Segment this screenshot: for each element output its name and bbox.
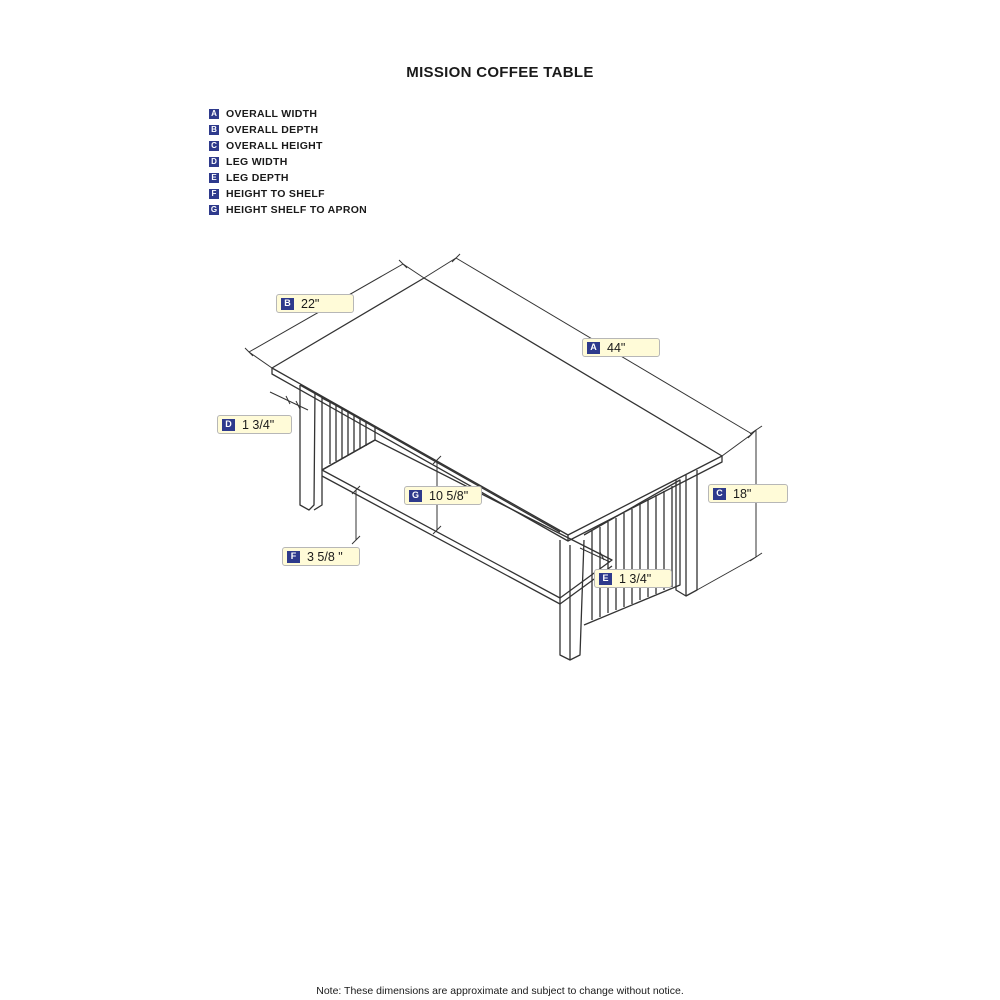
dimension-tag-e	[594, 569, 672, 588]
legend-label: OVERALL DEPTH	[226, 124, 319, 136]
back-right-leg	[676, 470, 697, 596]
dimension-tag-f	[282, 547, 360, 566]
dimension-key-badge: G	[409, 490, 422, 502]
dimension-value: 44"	[607, 340, 626, 355]
dimension-key-badge: D	[222, 419, 235, 431]
dimension-key-badge: A	[587, 342, 600, 354]
dimension-key-badge: F	[287, 551, 300, 563]
legend-key-badge: G	[210, 205, 218, 214]
dimension-tag-c	[708, 484, 788, 503]
dimension-value: 10 5/8"	[429, 488, 469, 503]
diagram-title: MISSION COFFEE TABLE	[406, 64, 594, 81]
legend-key-badge: C	[209, 141, 219, 151]
dimension-tag-d	[217, 415, 292, 434]
dimension-key-badge: C	[713, 488, 726, 500]
legend-key-badge: A	[209, 109, 219, 119]
legend-label: OVERALL WIDTH	[226, 108, 318, 120]
legend-key-badge: B	[209, 125, 219, 135]
legend-key-badge: D	[209, 157, 219, 167]
dimension-key-badge: B	[281, 298, 294, 310]
legend-label: LEG DEPTH	[226, 172, 289, 184]
dimension-value: 18"	[733, 486, 752, 501]
dimension-value: 3 5/8 "	[307, 549, 343, 564]
dimension-line-e	[580, 548, 610, 562]
tabletop	[272, 278, 722, 541]
dimension-tag-a	[582, 338, 660, 357]
legend-key-badge: F	[209, 189, 219, 199]
dimension-tag-b	[276, 294, 354, 313]
front-right-leg	[560, 540, 584, 660]
dimension-tag-g	[404, 486, 482, 505]
legend-label: HEIGHT SHELF TO APRON	[226, 204, 368, 216]
dimension-line-d	[270, 392, 308, 410]
dimension-value: 1 3/4"	[619, 571, 652, 586]
disclaimer-note: Note: These dimensions are approximate and subject to change without notice.	[316, 985, 684, 997]
dimension-line-f	[352, 486, 360, 544]
dimension-value: 1 3/4"	[242, 417, 275, 432]
back-left-leg	[300, 385, 322, 510]
legend-label: LEG WIDTH	[226, 156, 288, 168]
legend-key-badge: E	[209, 173, 219, 183]
legend-label: OVERALL HEIGHT	[226, 140, 323, 152]
dimension-value: 22"	[301, 296, 320, 311]
legend-label: HEIGHT TO SHELF	[226, 188, 325, 200]
dimension-key-badge: E	[599, 573, 612, 585]
